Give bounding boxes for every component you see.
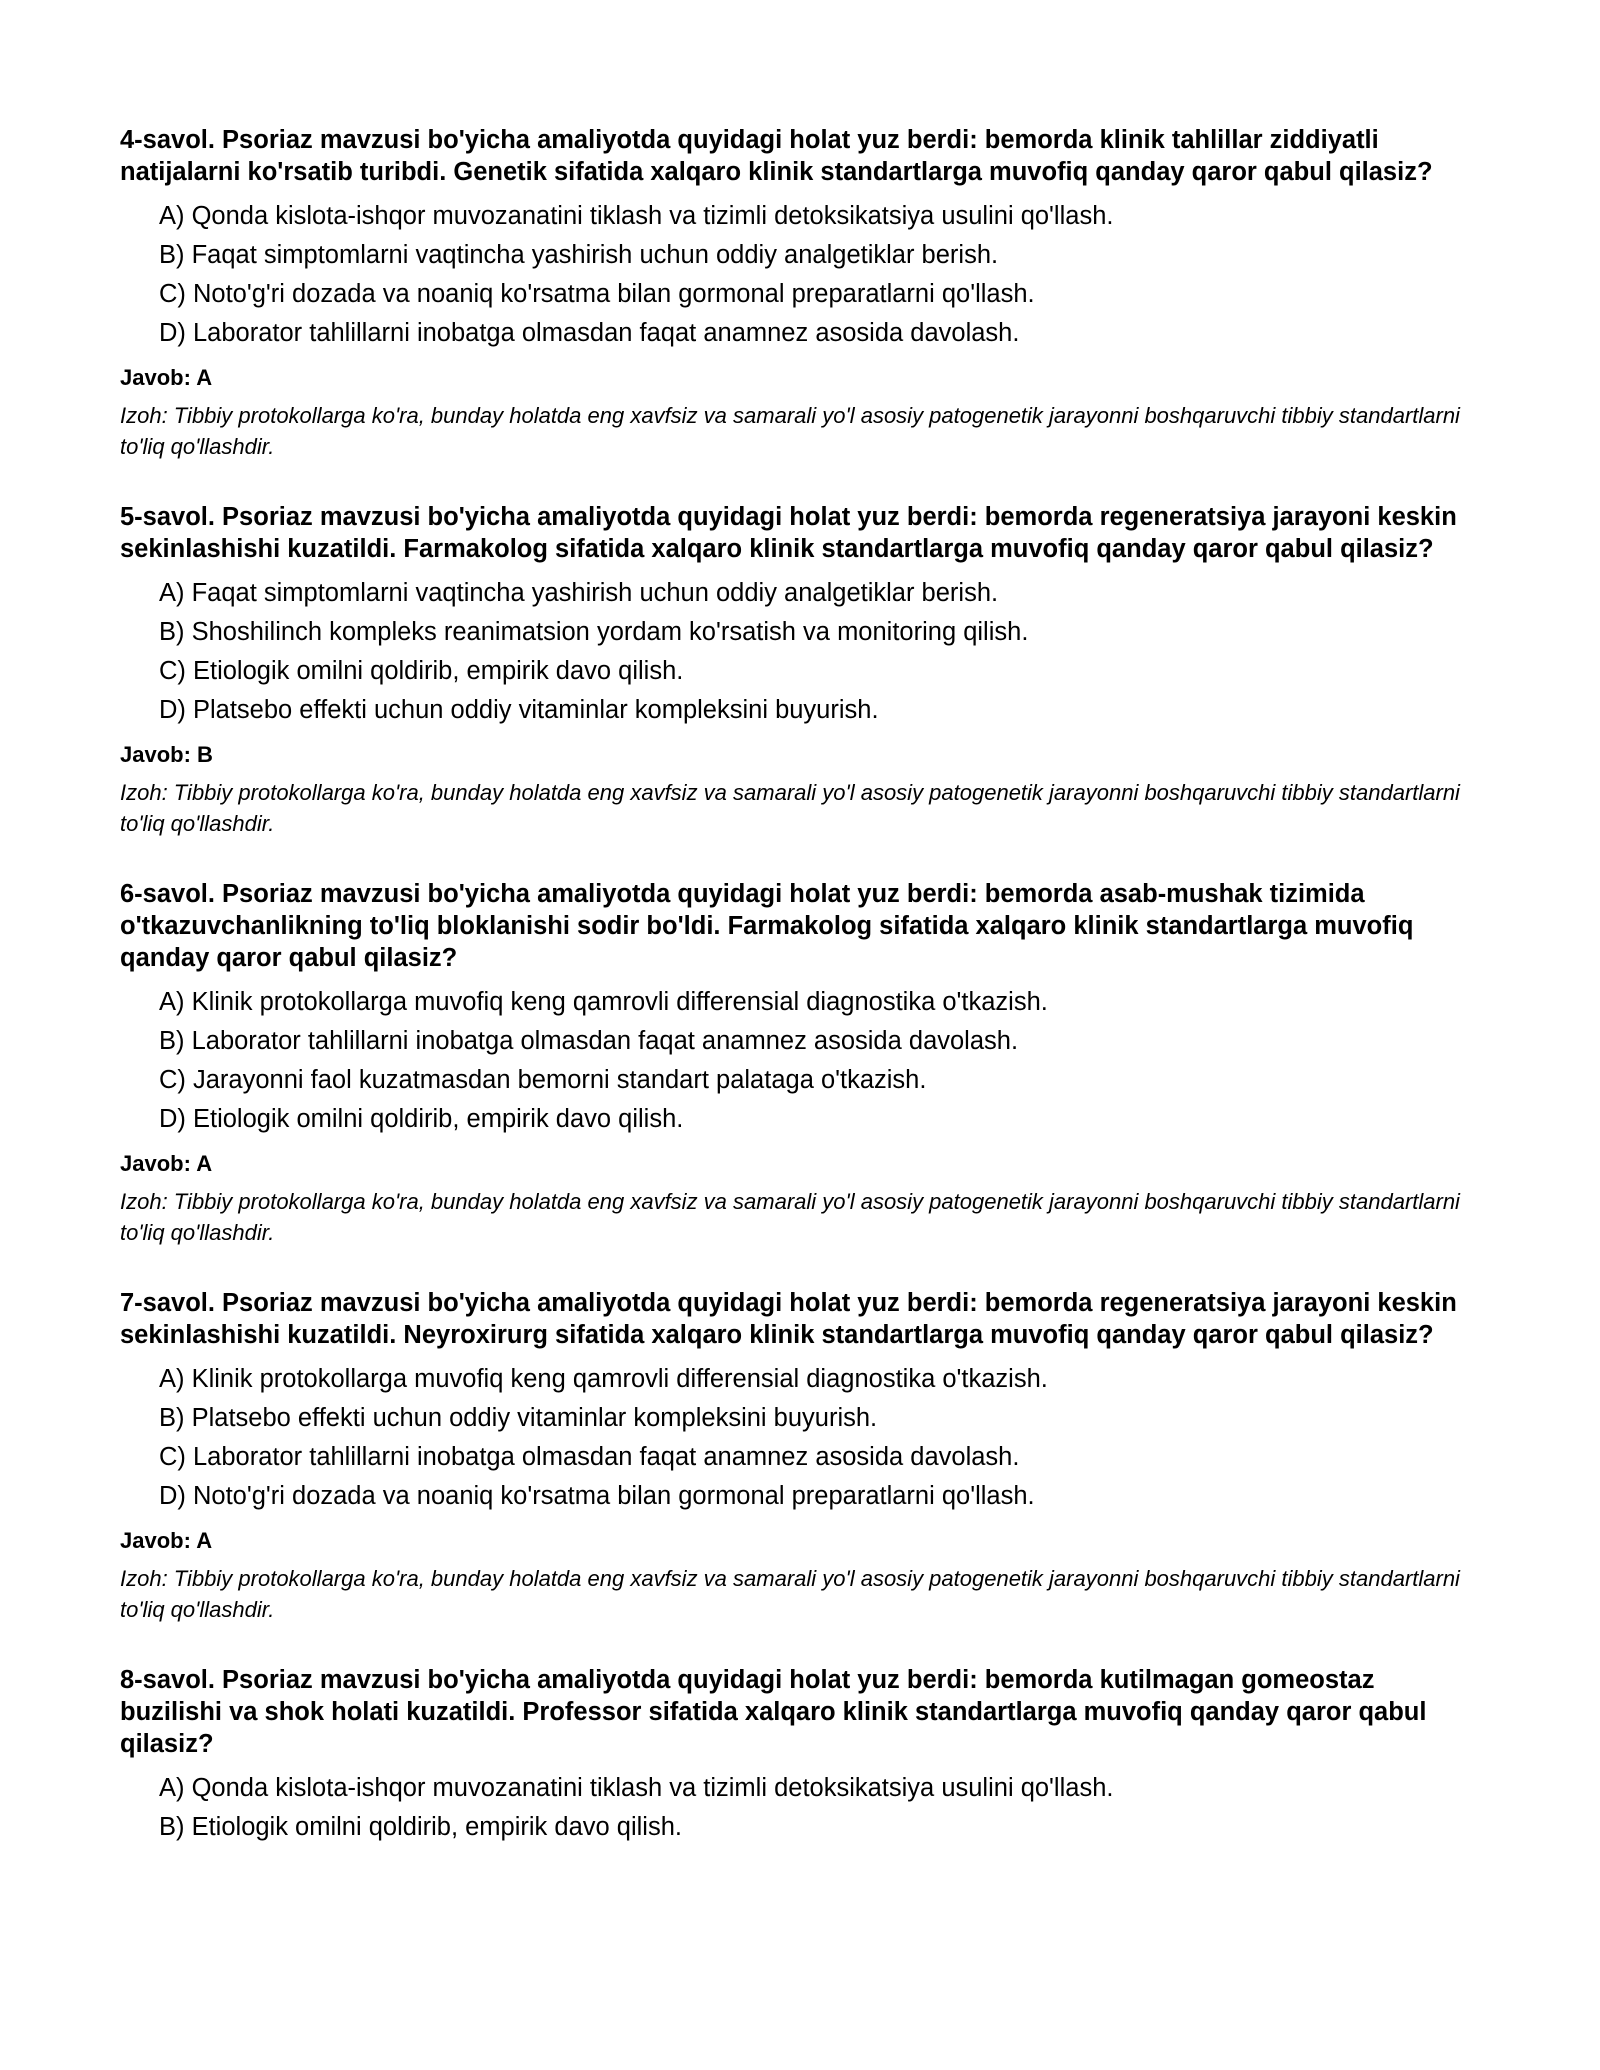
option-a: A) Qonda kislota-ishqor muvozanatini tiklash va tizimli detoksikatsiya usulini qo'llash. bbox=[159, 202, 1114, 230]
option-a: A) Faqat simptomlarni vaqtincha yashirish uchun oddiy analgetiklar berish. bbox=[159, 579, 999, 607]
question-5 bbox=[120, 501, 1482, 839]
answer-label: Javob: A bbox=[120, 365, 213, 390]
question-title: 5-savol. Psoriaz mavzusi bo'yicha amaliyotda quyidagi holat yuz berdi: bemorda regeneratsiya jarayoni keskin sekinlashishi kuzatildi. Farmakolog sifatida xalqaro klinik standartlarga muvofiq qanday qaror qabul qilasiz? bbox=[120, 503, 1457, 563]
option-b: B) Faqat simptomlarni vaqtincha yashirish uchun oddiy analgetiklar berish. bbox=[159, 241, 999, 269]
answer-label: Javob: A bbox=[120, 1528, 213, 1553]
option-d: D) Laborator tahlillarni inobatga olmasdan faqat anamnez asosida davolash. bbox=[159, 319, 1020, 347]
question-7 bbox=[120, 1287, 1482, 1625]
option-b: B) Platsebo effekti uchun oddiy vitaminlar kompleksini buyurish. bbox=[159, 1404, 878, 1432]
option-c: C) Jarayonni faol kuzatmasdan bemorni standart palataga o'tkazish. bbox=[159, 1066, 927, 1094]
question-4 bbox=[120, 124, 1482, 462]
option-list bbox=[120, 197, 1482, 353]
option-list bbox=[120, 574, 1482, 730]
answer-label: Javob: B bbox=[120, 742, 213, 767]
option-b: B) Laborator tahlillarni inobatga olmasdan faqat anamnez asosida davolash. bbox=[159, 1027, 1019, 1055]
option-b: B) Etiologik omilni qoldirib, empirik davo qilish. bbox=[159, 1813, 682, 1841]
question-6 bbox=[120, 878, 1482, 1248]
option-c: C) Noto'g'ri dozada va noaniq ko'rsatma bilan gormonal preparatlarni qo'llash. bbox=[159, 280, 1035, 308]
option-list bbox=[120, 983, 1482, 1139]
answer-label: Javob: A bbox=[120, 1151, 213, 1176]
question-title: 7-savol. Psoriaz mavzusi bo'yicha amaliyotda quyidagi holat yuz berdi: bemorda regeneratsiya jarayoni keskin sekinlashishi kuzatildi. Neyroxirurg sifatida xalqaro klinik standartlarga muvofiq qanday qaror qabul qilasiz? bbox=[120, 1289, 1457, 1349]
option-list bbox=[120, 1769, 1482, 1847]
option-c: C) Etiologik omilni qoldirib, empirik davo qilish. bbox=[159, 657, 684, 685]
option-list bbox=[120, 1360, 1482, 1516]
option-a: A) Klinik protokollarga muvofiq keng qamrovli differensial diagnostika o'tkazish. bbox=[159, 988, 1048, 1016]
option-d: D) Noto'g'ri dozada va noaniq ko'rsatma bilan gormonal preparatlarni qo'llash. bbox=[159, 1482, 1035, 1510]
question-title: 8-savol. Psoriaz mavzusi bo'yicha amaliyotda quyidagi holat yuz berdi: bemorda kutilmagan gomeostaz buzilishi va shok holati kuzatildi. Professor sifatida xalqaro klinik standartlarga muvofiq qanday qaror qabul qilasiz? bbox=[120, 1666, 1427, 1758]
question-8 bbox=[120, 1664, 1482, 1847]
option-c: C) Laborator tahlillarni inobatga olmasdan faqat anamnez asosida davolash. bbox=[159, 1443, 1020, 1471]
option-a: A) Klinik protokollarga muvofiq keng qamrovli differensial diagnostika o'tkazish. bbox=[159, 1365, 1048, 1393]
option-d: D) Etiologik omilni qoldirib, empirik davo qilish. bbox=[159, 1105, 684, 1133]
question-title: 6-savol. Psoriaz mavzusi bo'yicha amaliyotda quyidagi holat yuz berdi: bemorda asab-mushak tizimida o'tkazuvchanlikning to'liq bloklanishi sodir bo'ldi. Farmakolog sifatida xalqaro klinik standartlarga muvofiq qanday qaror qabul qilasiz? bbox=[120, 880, 1414, 972]
explanation-note: Izoh: Tibbiy protokollarga ko'ra, bunday holatda eng xavfsiz va samarali yo'l asosiy patogenetik jarayonni boshqaruvchi tibbiy standartlarni to'liq qo'llashdir. bbox=[120, 780, 1460, 836]
explanation-note: Izoh: Tibbiy protokollarga ko'ra, bunday holatda eng xavfsiz va samarali yo'l asosiy patogenetik jarayonni boshqaruvchi tibbiy standartlarni to'liq qo'llashdir. bbox=[120, 403, 1460, 459]
option-b: B) Shoshilinch kompleks reanimatsion yordam ko'rsatish va monitoring qilish. bbox=[159, 618, 1029, 646]
option-a: A) Qonda kislota-ishqor muvozanatini tiklash va tizimli detoksikatsiya usulini qo'llash. bbox=[159, 1774, 1114, 1802]
question-title: 4-savol. Psoriaz mavzusi bo'yicha amaliyotda quyidagi holat yuz berdi: bemorda klinik tahlillar ziddiyatli natijalarni ko'rsatib turibdi. Genetik sifatida xalqaro klinik standartlarga muvofiq qanday qaror qabul qilasiz? bbox=[120, 126, 1433, 186]
option-d: D) Platsebo effekti uchun oddiy vitaminlar kompleksini buyurish. bbox=[159, 696, 879, 724]
explanation-note: Izoh: Tibbiy protokollarga ko'ra, bunday holatda eng xavfsiz va samarali yo'l asosiy patogenetik jarayonni boshqaruvchi tibbiy standartlarni to'liq qo'llashdir. bbox=[120, 1566, 1460, 1622]
explanation-note: Izoh: Tibbiy protokollarga ko'ra, bunday holatda eng xavfsiz va samarali yo'l asosiy patogenetik jarayonni boshqaruvchi tibbiy standartlarni to'liq qo'llashdir. bbox=[120, 1189, 1460, 1245]
